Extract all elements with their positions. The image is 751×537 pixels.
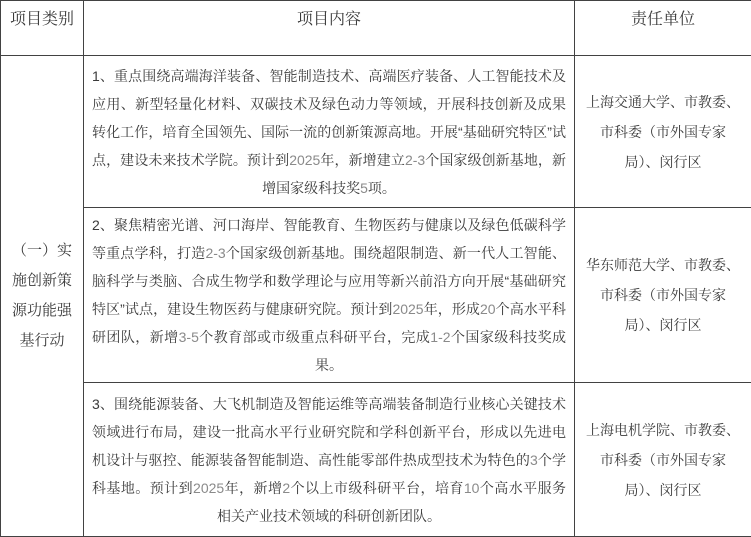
- unit-cell-item-2: 华东师范大学、市教委、市科委（市外国专家局）、闵行区: [575, 208, 751, 383]
- unit-cell-item-3: 上海电机学院、市教委、市科委（市外国专家局）、闵行区: [575, 383, 751, 537]
- header-cell-content: 项目内容: [84, 1, 575, 56]
- header-cell-unit: 责任单位: [575, 1, 751, 56]
- category-cell: （一）实施创新策源功能强基行动: [1, 56, 84, 537]
- table-row: [1, 56, 751, 208]
- content-cell-item-3: 3、围绕能源装备、大飞机制造及智能运维等高端装备制造行业核心关键技术领域进行布局，建设一批高水平行业研究院和学科创新平台，形成以先进电机设计与驱控、能源装备智能制造、高性能零部件热成型技术为特色的3个学科基地。预计到2025年，新增2个以上市级科研平台，培育10个高水平服务相关产业技术领域的科研创新团队。: [84, 383, 575, 537]
- table-row: [1, 208, 751, 383]
- content-cell-item-1: 1、重点围绕高端海洋装备、智能制造技术、高端医疗装备、人工智能技术及应用、新型轻量化材料、双碳技术及绿色动力等领域，开展科技创新及成果转化工作，培育全国领先、国际一流的创新策源高地。开展“基础研究特区”试点，建设未来技术学院。预计到2025年，新增建立2-3个国家级创新基地，新增国家级科技奖5项。: [84, 56, 575, 208]
- content-cell-item-2: 2、聚焦精密光谱、河口海岸、智能教育、生物医药与健康以及绿色低碳科学等重点学科，打造2-3个国家级创新基地。围绕超限制造、新一代人工智能、脑科学与类脑、合成生物学和数学理论与应用等新兴前沿方向开展“基础研究特区”试点，建设生物医药与健康研究院。预计到2025年，形成20个高水平科研团队，新增3-5个教育部或市级重点科研平台，完成1-2个国家级科技奖成果。: [84, 208, 575, 383]
- header-cell-category: 项目类别: [1, 1, 84, 56]
- table-row: [1, 383, 751, 537]
- table-header-row: [1, 1, 751, 56]
- unit-cell-item-1: 上海交通大学、市教委、市科委（市外国专家局）、闵行区: [575, 56, 751, 208]
